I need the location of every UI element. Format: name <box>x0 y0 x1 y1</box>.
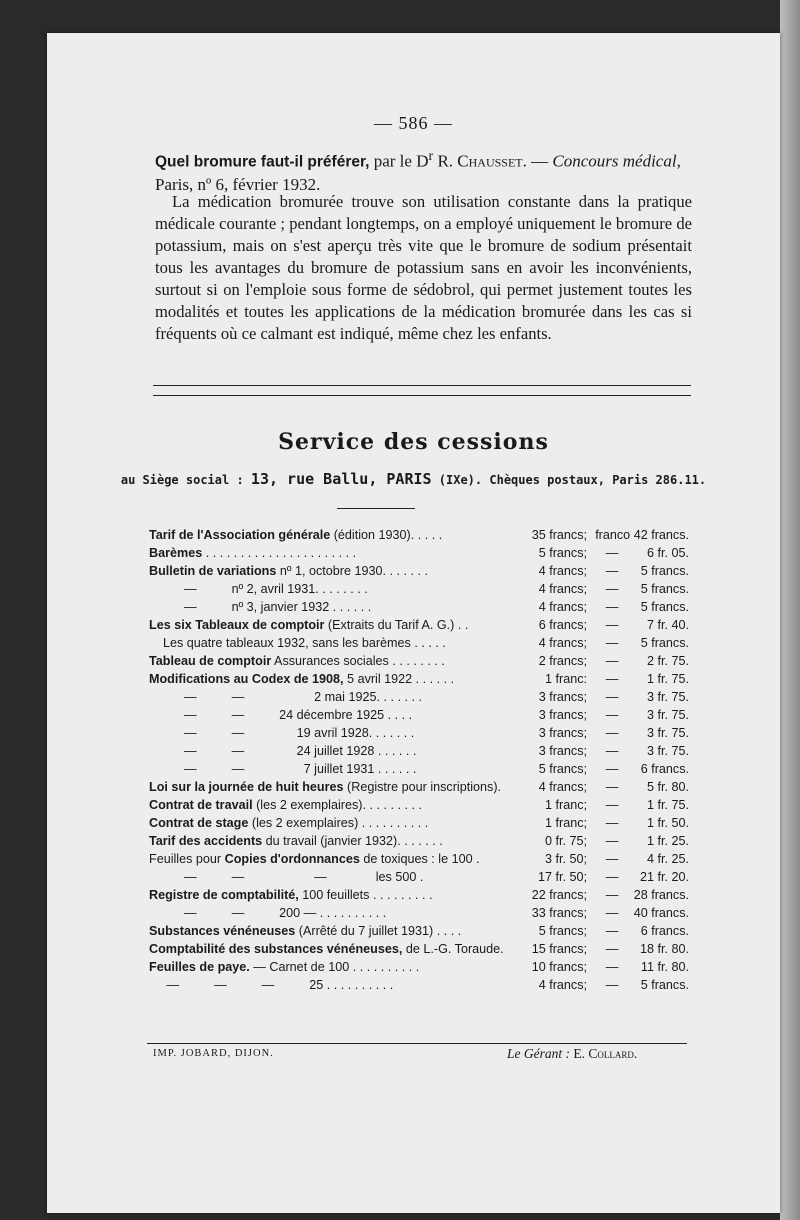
tarif-dash: — <box>605 834 619 848</box>
tarif-alt-price: 3 fr. 75. <box>646 708 689 722</box>
tarif-row <box>149 580 689 598</box>
tarif-bold: Barèmes <box>149 546 203 560</box>
tarif-price: 15 francs; <box>531 942 587 956</box>
reference-title: Quel bromure faut-il préférer, <box>155 153 370 171</box>
tarif-price: 3 francs; <box>538 708 587 722</box>
tarif-text: — Carnet de 100 <box>249 960 350 974</box>
tarif-dash: — <box>605 582 619 596</box>
reference-citation <box>155 145 695 196</box>
tarif-bold: Bulletin de variations <box>149 564 277 578</box>
gerant-name: E. Collard. <box>573 1046 638 1061</box>
tarif-price: 4 francs; <box>538 780 587 794</box>
tarif-label <box>149 796 422 814</box>
tarif-alt-price: 7 fr. 40. <box>646 618 689 632</box>
tarif-alt-price: 1 fr. 25. <box>646 834 689 848</box>
tarif-label <box>149 976 393 994</box>
tarif-text: de L.-G. Toraude. <box>402 942 504 956</box>
reference-author-sup: r <box>428 148 434 164</box>
body-paragraph: La médication bromurée trouve son utilisation constante dans la pratique médicale courante ; pendant longtemps, on a employé uniquement le bromure de potassium, mais on s'est aperçu très vite que le bromure de sodium présentait tous les avantages du bromure de potassium sans en avoir les inconvénients, surtout si on l'emploie sous forme de sédobrol, qui permet justement toutes les modalités et toutes les applications de la médication bromurée dans les cas si fréquents où ce calmant est indiqué, même chez les enfants. <box>155 192 692 343</box>
tarif-row <box>149 562 689 580</box>
tarif-dash: — <box>605 924 619 938</box>
tarif-dash: — <box>605 672 619 686</box>
tarif-row <box>149 778 689 796</box>
address-prefix: au Siège social : <box>120 473 244 487</box>
tarif-price: 4 francs; <box>538 636 587 650</box>
tarif-dash: — <box>605 636 619 650</box>
page-edge-shadow <box>780 0 800 1220</box>
tarif-label <box>149 526 442 544</box>
tarif-price: 3 francs; <box>538 744 587 758</box>
tarif-bold: Tarif de l'Association générale <box>149 528 331 542</box>
footer-rule <box>147 1043 687 1044</box>
tarif-text: (les 2 exemplaires). <box>252 798 366 812</box>
tarif-alt-price: 1 fr. 75. <box>646 672 689 686</box>
tarif-dots: . . . . . . . . <box>365 798 422 812</box>
tarif-dash: — <box>605 888 619 902</box>
tarif-row <box>149 598 689 616</box>
tarif-alt-price: 11 fr. 80. <box>640 960 689 974</box>
tarif-franco: franco 42 francs. <box>595 528 689 542</box>
tarif-alt-price: 18 fr. 80. <box>639 942 689 956</box>
tarif-alt-price: 5 francs. <box>640 582 689 596</box>
tarif-price: 4 francs; <box>538 564 587 578</box>
tarif-price: 4 francs; <box>538 978 587 992</box>
tarif-dots: . . . . . . <box>329 600 372 614</box>
tarif-text: — — 24 décembre 1925 <box>149 708 385 722</box>
tarif-alt-price: 3 fr. 75. <box>646 744 689 758</box>
tarif-text: — nº 2, avril 1931. <box>149 582 319 596</box>
tarif-dots: . . . . <box>433 924 462 938</box>
tarif-price: 4 francs; <box>538 600 587 614</box>
tarif-dash: — <box>605 618 619 632</box>
tarif-dash: — <box>605 708 619 722</box>
tarif-text: — — — 25 <box>149 978 324 992</box>
tarif-price: 1 franc; <box>545 816 587 830</box>
tarif-text: Feuilles pour <box>149 852 225 866</box>
tarif-text: du travail (janvier 1932). <box>262 834 401 848</box>
tarif-dash: — <box>605 690 619 704</box>
tarif-alt-price: 5 francs. <box>640 600 689 614</box>
tarif-text: (Registre pour inscriptions). <box>343 780 502 794</box>
tarif-row <box>149 616 689 634</box>
tarif-row <box>149 652 689 670</box>
tarif-label <box>149 544 356 562</box>
tarif-dash: — <box>605 906 619 920</box>
tarif-alt-price: 2 fr. 75. <box>646 654 689 668</box>
tarif-text: 5 avril 1922 <box>343 672 413 686</box>
tarif-dots: . . . . . . <box>374 762 417 776</box>
tarif-dash: — <box>605 564 619 578</box>
address-cheques: Chèques postaux, Paris 286.11. <box>489 473 707 487</box>
tarif-text: (Arrêté du 7 juillet 1931) <box>295 924 434 938</box>
tarif-label <box>149 742 416 760</box>
tarif-dots: . . . . . . . . . . <box>349 960 420 974</box>
tarif-price: 22 francs; <box>531 888 587 902</box>
tarif-dash: — <box>605 816 619 830</box>
reference-author: R. Chausset. <box>437 151 527 171</box>
tarif-bold: Les six Tableaux de comptoir <box>149 618 325 632</box>
tarif-label <box>149 922 461 940</box>
tarif-price: 35 francs; <box>531 528 587 542</box>
tarif-dash: — <box>605 780 619 794</box>
tarif-text: — — 2 mai 1925. <box>149 690 380 704</box>
tarif-alt-price: 1 fr. 50. <box>646 816 689 830</box>
gerant-label: Le Gérant : <box>507 1046 570 1061</box>
tarif-text2: de toxiques : le 100 <box>359 852 473 866</box>
tarif-dash: — <box>605 600 619 614</box>
tarif-price: 3 fr. 50; <box>544 852 587 866</box>
tarif-row <box>149 742 689 760</box>
tarif-dash: — <box>605 852 619 866</box>
tarif-bold: Loi sur la journée de huit heures <box>149 780 344 794</box>
tarif-text: — — 19 avril 1928. <box>149 726 373 740</box>
tarif-label <box>149 868 423 886</box>
tarif-label <box>149 940 504 958</box>
tarif-row <box>149 850 689 868</box>
tarif-dots: . . . . . . <box>379 690 422 704</box>
double-rule-bottom <box>153 395 691 396</box>
tarif-row <box>149 670 689 688</box>
tarif-dash: — <box>605 798 619 812</box>
reference-details: Paris, nº 6, février 1932. <box>155 174 321 194</box>
tarif-label <box>149 832 443 850</box>
tarif-row <box>149 832 689 850</box>
tarif-row <box>149 868 689 886</box>
tarif-price: 10 francs; <box>531 960 587 974</box>
tarif-bold: Tarif des accidents <box>149 834 263 848</box>
tarif-row <box>149 724 689 742</box>
tarif-text: (édition 1930). <box>330 528 415 542</box>
printer-imprint: IMP. JOBARD, DIJON. <box>153 1048 274 1059</box>
tarif-bold2: Copies d'ordonnances <box>224 852 360 866</box>
tarif-dash: — <box>605 762 619 776</box>
tarif-price: 5 francs; <box>538 546 587 560</box>
tarif-dots: . . . . . . . <box>318 582 368 596</box>
tarif-label <box>149 598 371 616</box>
tarif-row <box>149 886 689 904</box>
tarif-alt-price: 28 francs. <box>633 888 689 902</box>
tarif-dots: . . . . . . <box>386 564 428 578</box>
tarif-dash: — <box>605 654 619 668</box>
tarif-text: — — — les 500 <box>149 870 417 884</box>
tarif-row <box>149 706 689 724</box>
tarif-text: Les quatre tableaux 1932, sans les barèmes <box>149 636 411 650</box>
tarif-alt-price: 5 francs. <box>640 978 689 992</box>
tarif-label <box>149 670 454 688</box>
tarif-label <box>149 724 414 742</box>
tarif-dash: — <box>605 546 619 560</box>
tarif-price: 6 francs; <box>538 618 587 632</box>
tarif-alt-price: 5 francs. <box>640 636 689 650</box>
tarif-alt-price: 1 fr. 75. <box>646 798 689 812</box>
tarif-label <box>149 814 428 832</box>
tarif-dots: . . . . . . . . . . . . . . . . . . . . . . <box>202 546 357 560</box>
tarif-label <box>149 850 480 868</box>
tarif-dots: . . . . . . . . . . <box>323 978 394 992</box>
tarif-dash: — <box>605 960 619 974</box>
reference-sep: — <box>531 151 549 171</box>
section-underline <box>337 508 415 509</box>
tarif-dash: — <box>605 870 619 884</box>
tarif-alt-price: 3 fr. 75. <box>646 726 689 740</box>
gerant-line <box>507 1046 637 1062</box>
tarif-text: nº 1, octobre 1930. <box>276 564 386 578</box>
tarif-alt-price: 21 fr. 20. <box>639 870 689 884</box>
reference-journal: Concours médical, <box>552 151 681 171</box>
tarif-dots: . . . . . . . . . . <box>358 816 429 830</box>
tarif-text: — — 200 — <box>149 906 317 920</box>
tarif-alt-price: 3 fr. 75. <box>646 690 689 704</box>
tarif-bold: Modifications au Codex de 1908, <box>149 672 344 686</box>
tarif-alt-price: 6 francs. <box>640 924 689 938</box>
tarif-text: (les 2 exemplaires) <box>248 816 359 830</box>
tarif-row <box>149 814 689 832</box>
tarif-row <box>149 958 689 976</box>
tarif-table <box>149 526 689 994</box>
tarif-dots: . . . . . . <box>374 744 417 758</box>
tarif-label <box>149 634 446 652</box>
tarif-label <box>149 760 416 778</box>
tarif-row <box>149 544 689 562</box>
tarif-price: 3 francs; <box>538 726 587 740</box>
tarif-dots: . . . . . <box>410 636 446 650</box>
tarif-price: 1 franc; <box>545 798 587 812</box>
tarif-price: 4 francs; <box>538 582 587 596</box>
tarif-alt-price: 40 francs. <box>633 906 689 920</box>
tarif-dots: . . . . <box>414 528 443 542</box>
tarif-dots: . . . . . . . . . . <box>316 906 387 920</box>
address-street: 13, rue Ballu, PARIS <box>250 470 432 488</box>
tarif-bold: Contrat de travail <box>149 798 253 812</box>
tarif-price: 1 franc: <box>545 672 587 686</box>
tarif-price: 5 francs; <box>538 924 587 938</box>
tarif-label <box>149 778 501 796</box>
tarif-price: 3 francs; <box>538 690 587 704</box>
tarif-row <box>149 526 689 544</box>
tarif-row <box>149 688 689 706</box>
tarif-text: — — 24 juillet 1928 <box>149 744 375 758</box>
tarif-label <box>149 616 468 634</box>
tarif-label <box>149 652 445 670</box>
tarif-price: 5 francs; <box>538 762 587 776</box>
tarif-row <box>149 634 689 652</box>
tarif-bold: Contrat de stage <box>149 816 249 830</box>
tarif-label <box>149 580 368 598</box>
tarif-dash: — <box>605 978 619 992</box>
tarif-dash: — <box>605 942 619 956</box>
tarif-alt-price: 6 fr. 05. <box>646 546 689 560</box>
tarif-bold: Comptabilité des substances vénéneuses, <box>149 942 403 956</box>
tarif-price: 2 francs; <box>538 654 587 668</box>
section-title: Service des cessions <box>278 429 549 455</box>
tarif-row <box>149 904 689 922</box>
double-rule-top <box>153 385 691 386</box>
tarif-row <box>149 976 689 994</box>
tarif-dots: . <box>472 852 480 866</box>
tarif-bold: Substances vénéneuses <box>149 924 296 938</box>
tarif-dots: . . . . . . . . <box>388 654 445 668</box>
address-line <box>47 470 780 488</box>
tarif-alt-price: 6 francs. <box>640 762 689 776</box>
tarif-bold: Feuilles de paye. <box>149 960 250 974</box>
tarif-bold: Registre de comptabilité, <box>149 888 299 902</box>
tarif-price: 33 francs; <box>531 906 587 920</box>
tarif-dots: . . . . . . . . . <box>369 888 433 902</box>
tarif-text: 100 feuillets <box>298 888 370 902</box>
tarif-dash: — <box>605 726 619 740</box>
tarif-row <box>149 760 689 778</box>
tarif-alt-price: 5 francs. <box>640 564 689 578</box>
tarif-label <box>149 562 428 580</box>
tarif-text: — nº 3, janvier 1932 <box>149 600 330 614</box>
document-page <box>47 33 780 1213</box>
tarif-bold: Tableau de comptoir <box>149 654 272 668</box>
tarif-dots: . . <box>454 618 469 632</box>
address-district: (IXe). <box>438 473 483 487</box>
tarif-label <box>149 958 419 976</box>
tarif-dots: . . . . . . <box>400 834 443 848</box>
tarif-text: — — 7 juillet 1931 <box>149 762 375 776</box>
tarif-dots: . . . . . . <box>412 672 455 686</box>
tarif-label <box>149 688 422 706</box>
tarif-price: 17 fr. 50; <box>537 870 587 884</box>
page-number: — 586 — <box>374 113 453 133</box>
tarif-alt-price: 5 fr. 80. <box>646 780 689 794</box>
tarif-label <box>149 904 386 922</box>
reference-author-prefix: par le D <box>373 151 429 171</box>
tarif-dash: — <box>605 744 619 758</box>
tarif-alt-price: 4 fr. 25. <box>646 852 689 866</box>
tarif-text: Assurances sociales <box>271 654 389 668</box>
tarif-dots: . . . . <box>384 708 413 722</box>
tarif-row <box>149 940 689 958</box>
tarif-label <box>149 706 412 724</box>
tarif-price: 0 fr. 75; <box>544 834 587 848</box>
tarif-label <box>149 886 432 904</box>
tarif-row <box>149 922 689 940</box>
tarif-row <box>149 796 689 814</box>
tarif-text: (Extraits du Tarif A. G.) <box>324 618 455 632</box>
tarif-dots: . . . . . . <box>372 726 415 740</box>
tarif-dots: . <box>416 870 424 884</box>
